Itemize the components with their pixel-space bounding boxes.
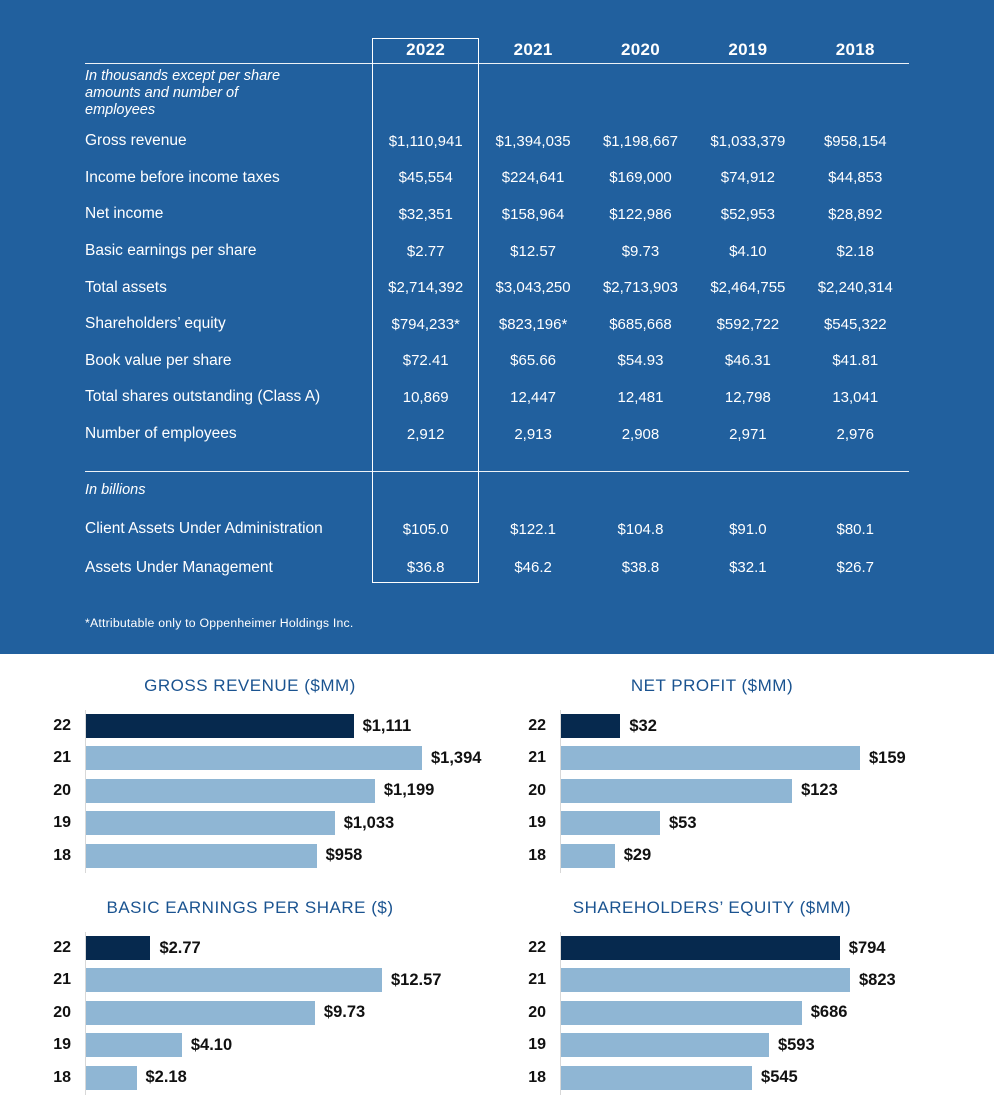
table-rows-billions [85,509,909,586]
bar [560,1033,769,1057]
bar-rows [492,714,932,868]
bar [560,746,860,770]
row-label: Assets Under Management [85,558,273,576]
chart-plot-area [492,936,932,1090]
row-value: $26.7 [836,559,875,577]
row-value: 2,908 [621,425,660,443]
bar-row [30,746,482,770]
row-value: $2,240,314 [817,279,893,297]
row-value: $74,912 [720,169,775,187]
row-value: $91.0 [729,520,767,538]
year-header-2018: 2018 [835,39,875,59]
bar-value-label: $1,111 [362,716,412,735]
row-value: $32.1 [729,559,767,577]
chart-plot-area [30,936,470,1090]
table-row [85,416,909,453]
row-value: 12,798 [724,388,771,406]
y-axis-tick-label: 18 [53,1068,71,1086]
table-row [85,269,909,306]
y-axis-line [560,932,561,1095]
bar-value-label: $2.18 [145,1068,187,1087]
y-axis-tick-label: 20 [528,781,546,799]
row-value: $4.10 [729,242,767,260]
row-value: $46.31 [724,352,771,370]
bar [85,1033,182,1057]
row-label: Net income [85,205,164,223]
units-note-thousands: In thousands except per share amounts and number of employees [85,67,281,119]
row-value: $545,322 [823,315,887,333]
bar [560,714,620,738]
y-axis-tick-label: 20 [528,1003,546,1021]
y-axis-tick-label: 19 [53,1036,71,1054]
bar-value-label: $794 [848,938,886,957]
bar-value-label: $9.73 [323,1003,366,1022]
bar-row [492,968,932,992]
financial-table [85,36,909,586]
row-value: $54.93 [617,352,664,370]
row-label: Total shares outstanding (Class A) [85,388,321,406]
bar-row [492,714,932,738]
bar-row [30,968,470,992]
bar-row [492,1066,932,1090]
row-value: $2,464,755 [710,279,786,297]
y-axis-tick-label: 18 [53,846,71,864]
table-row [85,379,909,416]
y-axis-line [560,710,561,873]
units-note-row [85,64,909,123]
bar [560,1066,752,1090]
row-value: $104.8 [617,520,664,538]
bar-row [30,714,470,738]
chart-basic-eps [30,898,470,1090]
year-header-2019: 2019 [728,39,768,59]
row-value: $72.41 [402,352,449,370]
y-axis-tick-label: 18 [528,1068,546,1086]
year-header-2022: 2022 [406,39,446,59]
bar-value-label: $545 [761,1068,798,1087]
bar-row [30,844,470,868]
row-value: $46.2 [514,559,552,577]
row-value: 2,912 [406,425,445,443]
row-value: $65.66 [510,352,557,370]
row-value: $1,394,035 [495,132,571,150]
row-value: $36.8 [406,559,445,577]
row-label: Book value per share [85,351,232,369]
units-note-row-billions [85,472,909,509]
y-axis-line [85,710,86,873]
bar-row [492,746,932,770]
chart-title: BASIC EARNINGS PER SHARE ($) [106,898,394,917]
row-value: 13,041 [832,388,879,406]
chart-title: SHAREHOLDERS’ EQUITY ($MM) [572,898,852,917]
row-value: $105.0 [402,520,449,538]
bar-value-label: $4.10 [190,1035,233,1054]
bar-value-label: $29 [623,846,652,865]
year-header-2021: 2021 [513,39,553,59]
bar-row [30,1066,470,1090]
y-axis-tick-label: 21 [528,971,546,989]
table-header-row [85,36,909,64]
row-value: $41.81 [832,352,879,370]
row-value: $685,668 [609,315,672,333]
bar-value-label: $123 [801,781,838,800]
row-value: $1,033,379 [710,132,786,150]
bar [85,1001,315,1025]
row-value: 2,971 [729,425,767,443]
row-value: $122,986 [609,205,672,223]
y-axis-tick-label: 19 [528,1036,546,1054]
row-value: $1,110,941 [388,132,463,150]
y-axis-tick-label: 19 [528,814,546,832]
row-value: $3,043,250 [495,279,571,297]
table-row [85,233,909,270]
row-value: $32,351 [398,205,453,223]
chart-plot-area [30,714,482,868]
y-axis-tick-label: 22 [53,717,71,734]
bar [560,936,840,960]
bar-row [492,936,932,960]
row-value: $12.57 [510,242,557,260]
row-value: 12,447 [510,388,557,406]
bar [85,968,382,992]
row-value: $44,853 [828,169,883,187]
y-axis-tick-label: 22 [53,939,71,956]
row-value: $28,892 [828,205,883,223]
bar [85,779,375,803]
row-label: Basic earnings per share [85,242,257,260]
y-axis-tick-label: 20 [53,781,71,799]
row-label: Gross revenue [85,132,187,150]
chart-net-profit [492,676,932,868]
y-axis-tick-label: 21 [528,749,546,767]
bar [560,779,792,803]
bar-row [492,811,932,835]
bar-row [492,844,932,868]
row-value: $823,196* [498,315,568,333]
bar [85,811,335,835]
table-row [85,343,909,380]
bar-row [492,1001,932,1025]
y-axis-tick-label: 21 [53,749,71,767]
bar [560,1001,802,1025]
bar-value-label: $1,394 [431,748,482,767]
bar [85,1066,137,1090]
row-label: Client Assets Under Administration [85,520,323,538]
bar [560,811,660,835]
y-axis-tick-label: 22 [528,717,546,734]
bar [560,968,850,992]
bar-rows [492,936,932,1090]
chart-gross-revenue [30,676,482,868]
bar-value-label: $2.77 [159,938,201,957]
chart-title: NET PROFIT ($MM) [630,676,794,695]
y-axis-tick-label: 18 [528,846,546,864]
row-value: $38.8 [621,559,660,577]
table-row [85,160,909,197]
row-label: Income before income taxes [85,168,280,186]
bar-value-label: $12.57 [391,970,442,989]
row-value: $2.18 [836,242,875,260]
bar-row [30,811,470,835]
y-axis-line [85,932,86,1095]
row-value: 2,976 [836,425,875,443]
table-row [85,549,909,586]
table-footnote: *Attributable only to Oppenheimer Holdings Inc. [85,616,354,630]
row-value: $52,953 [720,205,775,223]
bar-row [30,936,470,960]
chart-shareholders-equity [492,898,932,1090]
bar-row [30,779,470,803]
row-value: $2,713,903 [602,279,679,297]
bar-value-label: $159 [869,748,906,767]
chart-plot-area [492,714,932,868]
bar-row [492,779,932,803]
row-value: $80.1 [836,520,875,538]
bar-value-label: $53 [669,813,697,832]
bar-row [492,1033,932,1057]
row-value: $169,000 [609,169,672,187]
row-value: 12,481 [617,388,664,406]
bar-value-label: $823 [859,970,896,989]
row-label: Number of employees [85,425,237,443]
row-value: $122.1 [510,520,557,538]
row-value: 10,869 [402,388,449,406]
y-axis-tick-label: 20 [53,1003,71,1021]
bar-value-label: $593 [777,1035,815,1054]
bar-row [30,1001,470,1025]
table-row [85,196,909,233]
charts-section [0,654,994,1108]
bar-value-label: $686 [810,1003,848,1022]
bar [85,936,150,960]
units-note-billions: In billions [85,482,146,499]
row-value: $45,554 [398,169,453,187]
table-row [85,123,909,160]
year-header-2020: 2020 [620,39,660,59]
row-value: $2.77 [406,242,445,260]
bar-rows [30,936,470,1090]
table-rows [85,123,909,452]
chart-title: GROSS REVENUE ($MM) [144,676,356,695]
bar-value-label: $1,199 [383,781,435,800]
row-value: $158,964 [501,205,565,223]
row-value: 2,913 [514,425,552,443]
table-divider-row [85,452,909,472]
bar-row [30,1033,470,1057]
y-axis-tick-label: 22 [528,939,546,956]
row-value: $592,722 [716,315,780,333]
bar [85,844,317,868]
row-value: $958,154 [823,132,887,150]
row-value: $224,641 [501,169,565,187]
row-label: Shareholders’ equity [85,315,226,333]
table-row [85,306,909,343]
row-label: Total assets [85,278,167,296]
row-value: $9.73 [621,242,660,260]
row-value: $1,198,667 [602,132,679,150]
y-axis-tick-label: 19 [53,814,71,832]
bar-value-label: $1,033 [343,813,395,832]
table-row [85,509,909,549]
bar-value-label: $958 [325,846,363,865]
bar [85,746,422,770]
y-axis-tick-label: 21 [53,971,71,989]
bar-value-label: $32 [629,716,657,735]
row-value: $794,233* [391,315,460,333]
bar [85,714,354,738]
bar-rows [30,714,482,868]
row-value: $2,714,392 [388,279,464,297]
bar [560,844,615,868]
